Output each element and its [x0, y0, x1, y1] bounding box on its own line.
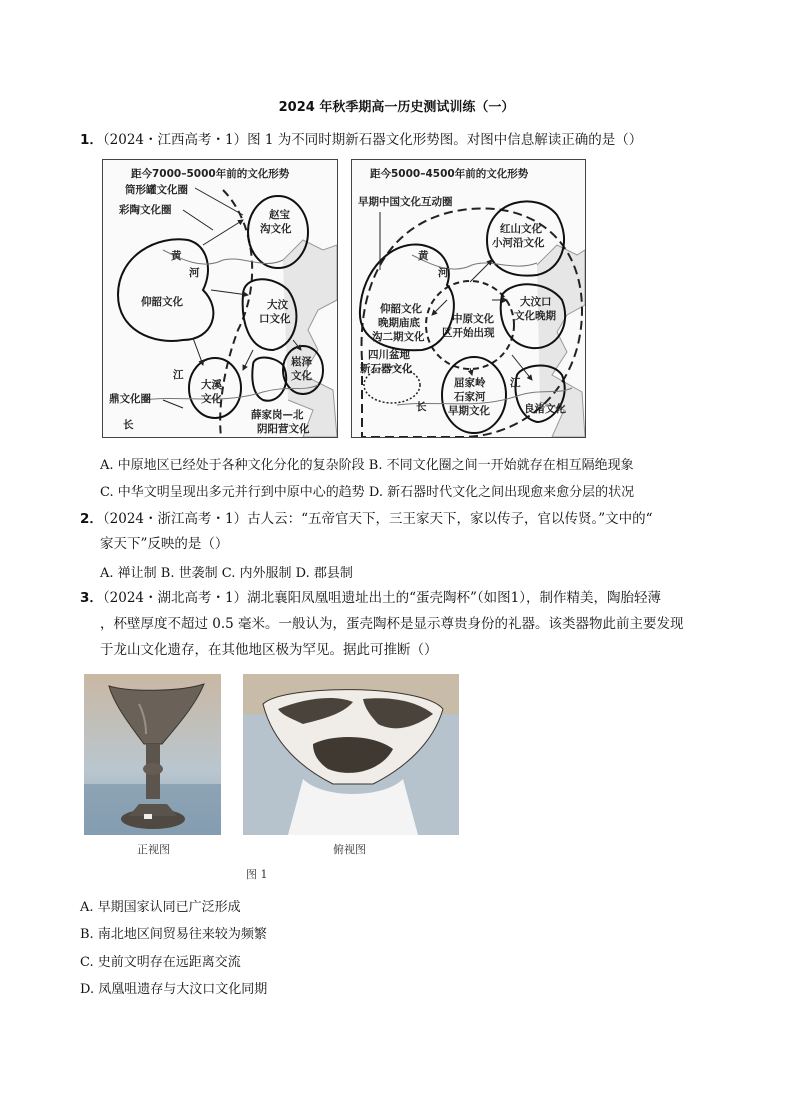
map-left-label: 长 [123, 419, 134, 431]
question-2-options: A. 禅让制 B. 世袭制 C. 内外服制 D. 郡县制 [100, 566, 353, 581]
map-left-label: 文化 [291, 370, 312, 382]
map-left-label: 阴阳营文化 [257, 423, 310, 435]
question-1-options-cd: C. 中华文明呈现出多元并行到中原中心的趋势 D. 新石器时代文化之间出现愈来愈分层的状况 [100, 485, 635, 500]
question-3-stem [80, 588, 661, 608]
map-right-label: 红山文化 [500, 223, 542, 235]
question-3-option-c: C. 史前文明存在远距离交流 [80, 955, 241, 970]
map-right-label: 文化晚期 [514, 310, 556, 322]
question-3-number: 3． [80, 590, 103, 606]
map-left-label: 江 [173, 369, 184, 381]
map-right-title: 距今5000–4500年前的文化形势 [370, 168, 529, 180]
question-2-text-line1: （2024・浙江高考・1）古人云：“五帝官天下，三王家天下，家以传子，官以传贤。”文中的“ [102, 511, 653, 527]
map-right-label: 沟二期文化 [372, 331, 425, 343]
map-right-label: 良渚文化 [524, 403, 566, 415]
map-right-label: 中原文化 [452, 313, 494, 325]
map-left-label: 大溪 [201, 379, 222, 391]
caption-top-view: 俯视图 [333, 843, 366, 856]
question-2-text-line2: 家天下”反映的是（） [100, 536, 229, 552]
map-right-label: 江 [510, 377, 521, 389]
map-right-label: 早期中国文化互动圈 [358, 196, 453, 208]
question-3-option-a: A. 早期国家认同已广泛形成 [80, 900, 241, 915]
map-left-label: 彩陶文化圈 [119, 204, 172, 216]
question-3-text-line2: ，杯壁厚度不超过 0.5 毫米。一般认为，蛋壳陶杯是显示尊贵身份的礼器。该类器物此前主要发现 [100, 616, 684, 632]
photo-front-view [84, 674, 221, 835]
map-right-label: 晚期庙底 [378, 317, 420, 329]
map-left-label: 口文化 [259, 313, 291, 325]
question-3-option-d: D. 凤凰咀遗存与大汶口文化同期 [80, 982, 268, 997]
map-left-label: 筒形罐文化圈 [125, 184, 188, 196]
question-3-option-b: B. 南北地区间贸易往来较为频繁 [80, 927, 267, 942]
map-right-label: 黄 [418, 250, 429, 262]
map-right-label: 早期文化 [448, 405, 490, 417]
question-3-text-line1: （2024・湖北高考・1）湖北襄阳凤凰咀遗址出土的“蛋壳陶杯”（如图1），制作精美，陶胎轻薄 [102, 590, 661, 606]
map-right-label: 仰韶文化 [380, 303, 422, 315]
map-right-label: 石家河 [454, 391, 486, 403]
caption-front-view: 正视图 [137, 843, 170, 856]
map-left-label: 赵宝 [269, 209, 290, 221]
map-left-label: 河 [189, 267, 200, 279]
map-right-label: 区开始出现 [442, 327, 495, 339]
map-right-label: 小河沿文化 [492, 237, 545, 249]
map-left-label: 大汶 [267, 299, 288, 311]
map-right [351, 159, 586, 438]
map-left-label: 崧泽 [291, 356, 312, 368]
question-2-stem [80, 509, 653, 529]
map-left-label: 文化 [201, 393, 222, 405]
map-left [102, 159, 338, 438]
map-right-label: 河 [438, 267, 449, 279]
map-right-label: 大汶口 [520, 296, 552, 308]
map-left-label: 鼎文化圈 [109, 393, 151, 405]
question-1-options-ab: A. 中原地区已经处于各种文化分化的复杂阶段 B. 不同文化圈之间一开始就存在相互隔绝现象 [100, 458, 634, 473]
question-1-number: 1． [80, 132, 103, 148]
map-right-label: 长 [416, 401, 427, 413]
photo-top-view [243, 674, 459, 835]
question-3-text-line3: 于龙山文化遗存，在其他地区极为罕见。据此可推断（） [100, 642, 438, 658]
question-1-stem [80, 130, 642, 150]
figure-label: 图 1 [246, 868, 268, 881]
document-title: 2024 年秋季期高一历史测试训练（一） [278, 100, 515, 115]
map-right-label: 四川盆地 [368, 349, 410, 361]
map-left-label: 仰韶文化 [141, 296, 183, 308]
question-1-text: （2024・江西高考・1）图 1 为不同时期新石器文化形势图。对图中信息解读正确的是（） [102, 132, 643, 148]
question-2-number: 2． [80, 511, 103, 527]
map-right-label: 新石器文化 [360, 363, 413, 375]
map-left-label: 薛家岗—北 [251, 409, 304, 421]
map-left-label: 黄 [171, 250, 182, 262]
map-left-title: 距今7000–5000年前的文化形势 [131, 168, 290, 180]
map-left-label: 沟文化 [260, 223, 292, 235]
map-right-label: 屈家岭 [454, 377, 486, 389]
